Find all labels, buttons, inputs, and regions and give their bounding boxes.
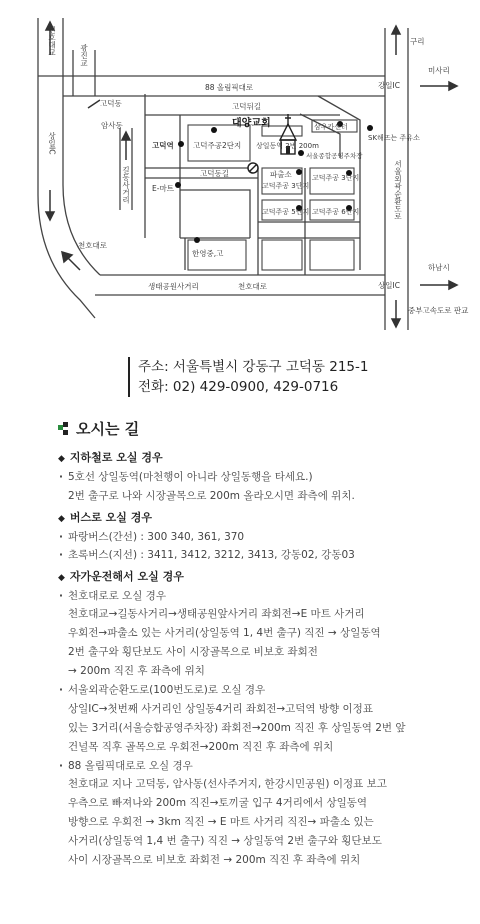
road-gildong-street: 길동사거리 xyxy=(121,166,131,204)
road-gangil-ic: 강일IC xyxy=(378,81,400,90)
road-amsa-dong: 암사동 xyxy=(101,121,123,130)
location-map xyxy=(0,0,480,340)
car-route2-line: 있는 3거리(서울승합공영주차장) 좌회전→200m 직진 후 상일동역 2번 앞 xyxy=(68,721,406,734)
place-samu: 삼우카센터 xyxy=(314,123,348,131)
phone-line: 전화: 02) 429-0900, 429-0716 xyxy=(138,379,339,395)
car-route3-line: 우측으로 빠져나와 200m 직진→토끼굴 입구 4거리에서 상일동역 xyxy=(68,797,368,809)
car-route1-line: → 200m 직진 후 좌측에 위치 xyxy=(68,665,205,677)
road-cheonho-bridge: 천호대교 xyxy=(47,26,57,56)
car-route3-head: · 88 올림픽대로로 오실 경우 xyxy=(58,757,478,776)
car-route3-line: 방향으로 우회전 → 3km 직진 → E 마트 사거리 직진→ 파출소 있는 xyxy=(68,816,374,828)
section-title: 오시는 길 xyxy=(76,420,140,438)
place-police: 파출소 xyxy=(270,170,292,179)
road-seoul-ring: 서울외곽순환도로 xyxy=(393,160,403,220)
road-cheonho-daero-left: 천호대로 xyxy=(78,241,107,250)
place-saengtae: 생태공원사거리 xyxy=(148,282,199,291)
place-godeok-station: 고덕역 xyxy=(152,141,174,150)
place-emart: E-마트 xyxy=(152,184,174,193)
place-jugong5: 고덕주공 5단지 xyxy=(262,208,310,216)
place-jugong3a: 고덕주공 3단지 xyxy=(262,182,310,190)
car-title: ◆ 자가운전해서 오실 경우 xyxy=(58,568,478,587)
car-route1-head: · 천호대로로 오실 경우 xyxy=(58,587,478,606)
dir-misari: 미사리 xyxy=(428,66,450,75)
dir-hanam: 하남시 xyxy=(428,263,450,272)
directions-heading xyxy=(58,418,139,439)
car-route2-line: 상일IC→첫번째 사거리인 상일동4거리 좌회전→고덕역 방향 이정표 xyxy=(68,702,373,715)
bus-green: · 초록버스(지선) : 3411, 3412, 3212, 3413, 강동02, 강동03 xyxy=(58,546,478,565)
place-jugong6: 고덕주공 6단지 xyxy=(312,208,360,216)
road-cheonho-daero-mid: 천호대로 xyxy=(238,282,267,291)
place-sangil-exit: 상일동역 2번 200m xyxy=(256,142,319,150)
road-sangil-ic-right: 상일IC xyxy=(378,281,400,290)
dir-guri: 구리 xyxy=(410,37,425,46)
road-olympic: 88 올림픽대로 xyxy=(205,83,254,92)
car-route3-line: 사거리(상일동역 1,4 번 출구) 직진 → 상일동역 2번 출구와 횡단보도 xyxy=(68,835,382,847)
dir-jungbu: 중부고속도로 판교 xyxy=(408,306,469,315)
car-route1-line: 2번 출구와 횡단보도 사이 시장골목으로 비보호 좌회전 xyxy=(68,646,318,658)
place-parking: 서울종합공영주차장 xyxy=(306,152,363,160)
car-route1-line: 우회전→파출소 있는 사거리(상일동역 1, 4번 출구) 직진 → 상일동역 xyxy=(68,627,381,639)
bus-title: ◆ 버스로 오실 경우 xyxy=(58,509,478,528)
car-route2-line: 건널목 직후 골목으로 우회전→200m 직진 후 좌측에 위치 xyxy=(68,740,334,753)
subway-title: ◆ 지하철로 오실 경우 xyxy=(58,449,478,468)
place-jugong2: 고덕주공2단지 xyxy=(193,141,242,150)
bullet-squares-icon xyxy=(58,422,70,436)
directions-guide xyxy=(58,446,478,870)
road-godeok-donggil: 고덕동길 xyxy=(200,169,229,178)
car-route3-line: 사이 시장골목으로 비보호 좌회전 → 200m 직진 후 좌측에 위치 xyxy=(68,854,361,866)
road-godeok-dwitgil: 고덕뒤길 xyxy=(232,102,261,111)
car-route2-head: · 서울외곽순환도로(100번도로)로 오실 경우 xyxy=(58,681,478,700)
place-sk: SK해뜨는 주유소 xyxy=(368,134,420,142)
address-block xyxy=(128,357,368,397)
car-route3-line: 천호대교 지나 고덕동, 암사동(선사주거지, 한강시민공원) 이정표 보고 xyxy=(68,778,387,790)
place-church: 대양교회 xyxy=(232,118,271,129)
subway-cont: 2번 출구로 나와 시장골목으로 200m 올라오시면 좌측에 위치. xyxy=(68,489,355,502)
place-hanyoung: 한영중,고 xyxy=(192,249,224,258)
road-godeok-dong: 고덕동 xyxy=(100,99,122,108)
road-gwangjin-bridge: 광진교 xyxy=(79,44,89,67)
road-sangil-ic-left: 상일IC xyxy=(47,132,57,155)
car-route1-line: 천호대교→길동사거리→생태공원앞사거리 좌회전→E 마트 사거리 xyxy=(68,608,365,620)
place-jugong3b: 고덕주공 3단지 xyxy=(312,174,360,182)
bus-blue: · 파랑버스(간선) : 300 340, 361, 370 xyxy=(58,528,478,547)
subway-item: · 5호선 상일동역(마천행이 아니라 상일동행을 타세요.) xyxy=(58,468,478,487)
address-line: 주소: 서울특별시 강동구 고덕동 215-1 xyxy=(138,359,369,375)
